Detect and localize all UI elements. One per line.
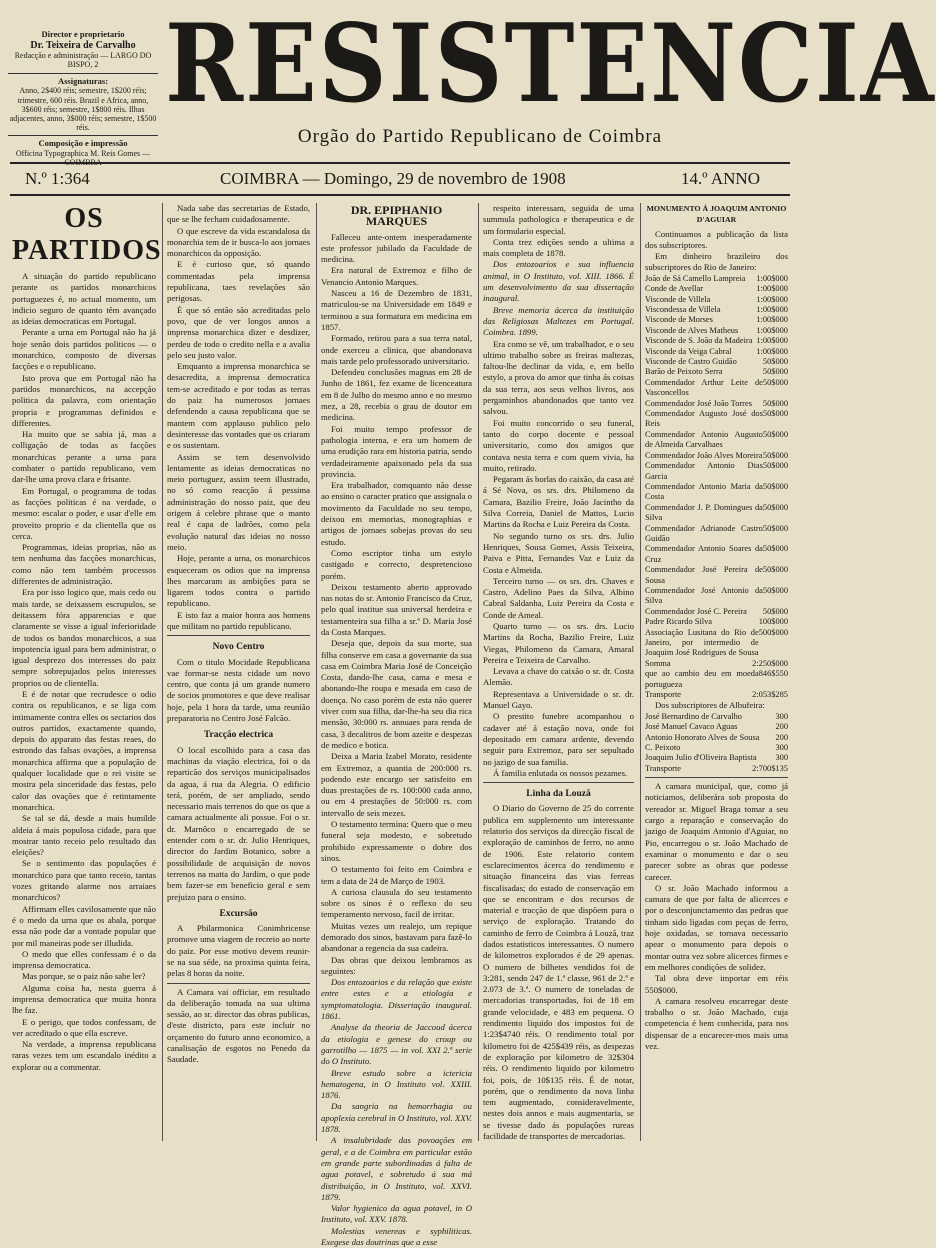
issue-number: N.º 1:364 — [25, 169, 90, 188]
subscriber-value: 50$000 — [762, 461, 788, 471]
list-item — [645, 451, 788, 461]
paragraph: Era por isso logico que, mais cedo ou mais tarde, se deixassem escrupulos, se deitassem fóra apparencias e que claramente se visse a igual inferioridade de todos os bandos monarchicos, a sua impotencia igual para bem administrar, o igual desprezo dos interesses do paiz sempre sobrepujados pelos interesses proprios ou de clientella. — [12, 587, 156, 688]
list-item — [645, 586, 788, 607]
list-item — [645, 274, 788, 284]
subscriber-value: 300 — [775, 742, 788, 752]
subscriber-value: 1:00$000 — [756, 305, 788, 314]
paragraph: E é de notar que recrudesce o odio contra os republicanos, e se liga com intimamente contra elles os sectarios dos outros partidos, exactamente quando, depois do apparato das festas reaes, do estrondo das falsas ovações, a imprensa monarchica affirma que a população de qualquer localidade que o rei visite se mostra pela sinceridade das festas, pelo calor das ovações que é retintamente monarchica. — [12, 688, 156, 812]
subscriber-value: 200 — [775, 722, 788, 732]
subscriber-value: 50$000 — [762, 377, 788, 387]
list-item — [645, 524, 788, 545]
list-item — [645, 722, 788, 732]
divider — [8, 135, 158, 136]
printing-text: Officina Typographica M. Reis Gomes — COIMBRA — [15, 149, 151, 168]
list-item — [645, 712, 788, 722]
paragraph: Ha muito que se sabia já, mas a colligação de todas as facções monarchicas perante a urna para combater o partido republicano, vem dar-lhe uma prova clara e frisante. — [12, 429, 156, 485]
paragraph: O testamento foi feito em Coimbra e tem a data de 24 de Março de 1903. — [321, 864, 472, 886]
list-item — [645, 430, 788, 451]
paragraph: O sr. João Machado informou a camara de que por falta de alicerces e por o desconjunctamento das pedras que tinham sido ligadas com peças de ferro, hoje oxidadas, se tornava necessario apear o monumento para depois o montar outra vez sobre alicerces firmes e em melhores condições de solidez. — [645, 882, 788, 972]
list-item — [645, 357, 788, 367]
subscriber-value: 50$000 — [762, 606, 788, 616]
paragraph: Em dinheiro brazileiro dos subscriptores do Rio de Janeiro: — [645, 251, 788, 273]
subscriber-value: 1:00$000 — [756, 273, 788, 283]
subscriber-name: Visconde de Alves Matheus — [645, 325, 739, 335]
subscriber-value: 500$000 — [758, 627, 788, 637]
list-item — [645, 409, 788, 430]
subscriber-value: 1:00$000 — [756, 325, 788, 335]
column-1 — [8, 203, 160, 1141]
list-item — [645, 378, 788, 399]
paragraph: Se o sentimento das populações é monarchico para que tanto receio, tantas vozes gritando alarme nos arraiaes monarchicos? — [12, 858, 156, 903]
list-item — [645, 733, 788, 743]
list-item — [645, 336, 788, 346]
paragraph: Representava a Universidade o sr. dr. Manuel Gayo. — [483, 688, 634, 711]
paragraph: Com o titulo Mocidade Republicana vae formar-se nesta cidade um novo centro, que conta já um grande numero de socios promotores e que deve realisar hoje, pela 1 hora da tarde, uma reunião preparatoria no Centro José Falcão. — [167, 656, 310, 724]
transport-row — [645, 690, 788, 700]
subscriber-name: Commendador José João Torres — [645, 398, 752, 408]
subscriber-value: 50$000 — [762, 429, 788, 439]
subscriber-name: Commendador José Antonio da Silva — [645, 585, 763, 606]
column-2 — [162, 203, 314, 1141]
list-item — [645, 565, 788, 586]
paragraph: Breve estudo sobre a ictericia hematogena, in O Instituto vol. XXIII. 1876. — [321, 1067, 472, 1101]
dateline — [10, 162, 790, 196]
subscriber-value: 50$000 — [762, 523, 788, 533]
director-name: Dr. Teixeira de Carvalho — [30, 39, 136, 51]
subscriber-name: Visconde de Morses — [645, 315, 713, 325]
column-4 — [478, 203, 638, 1141]
subscriber-value: 50$000 — [762, 398, 788, 408]
paragraph: Se tal se dá, desde a mais humilde aldeia á mais populosa cidade, para que mostrar tanto receio pelo resultado das eleições? — [12, 813, 156, 858]
masthead — [0, 0, 936, 168]
paragraph: Formado, retirou para a sua terra natal, onde exerceu a clinica, que abandonava mais tarde pelo professorado universitario. — [321, 333, 472, 366]
list-item — [645, 284, 788, 294]
paragraph: Dos entozoarios e da relação que existe entre estes e a etiologia e symptomatologia. Dissertação inaugural. 1861. — [321, 977, 472, 1022]
subscriber-name: Commendador Adrianode Castro Guidão — [645, 523, 763, 543]
subscriber-list — [645, 712, 788, 764]
paragraph: Era natural de Extremoz e filho de Venancio Antonio Marques. — [321, 265, 472, 287]
paragraph: A Philarmonica Conimbricense promove uma viagem de recreio ao norte do paiz. Por esse motivo devem reunir-se na sua séde, na proxima quinta feira, pelas 8 horas da noite. — [167, 923, 310, 979]
paragraph: O local escolhido para a casa das machinas da viação electrica, foi o da reparticão dos serviços municipalisados da agua, á rua da Alegria. O edificio terá, porém, de ser ampliado, sendo necessario mais terrenos do que os que a camara actualmente ali possue. Foi o sr. dr. Marnôco o encarregado de se entender com o sr. dr. Julio Henriques, director do Jardim Botanico, sobre a possibilidade de acquisição de novos terrenos na matta do Jardim, o que pode bem fazer-se em beneficio geral e sem prejuizo para o ensino. — [167, 744, 310, 902]
paragraph: Emquanto a imprensa monarchica se desacredita, a imprensa democratica tem-se acreditado e por todas as terras do paiz ha numerosos jornaes defendendo a causa republicana que se mantem com applauso publico pelo desinteresse das vontades que os criaram e os sustentam. — [167, 361, 310, 451]
list-item — [645, 607, 788, 617]
paragraph: Terceiro turno — os srs. drs. Chaves e Castro, Adelino Paes da Silva, Albino Cabral Saldanha, Luiz Pereira da Costa e Conde de Ameal. — [483, 575, 634, 620]
newspaper-subtitle: Orgão do Partido Republicano de Coimbra — [297, 126, 663, 147]
paragraph: Da sangria na hemorrhagia ou apoplexia cerebral in O Instituto, vol. XXV. 1878. — [321, 1101, 472, 1135]
paragraph: Continuamos a publicação da lista dos subscriptores. — [645, 228, 788, 250]
article-headline: OS PARTIDOS — [12, 203, 162, 266]
list-item — [645, 399, 788, 409]
subscriber-name: Barão de Peixoto Serra — [645, 367, 723, 377]
paragraph: A curiosa clausula do seu testamento sobre os sinos é o reflexo do seu temperamento nervoso, facil de irritar. — [321, 886, 472, 920]
masthead-info — [8, 30, 158, 167]
divider — [483, 782, 634, 783]
subscriber-name: Padre Ricardo Silva — [645, 617, 712, 627]
subscriber-value: 200 — [775, 732, 788, 742]
divider — [8, 73, 158, 74]
paragraph: Á familia enlutada os nossos pezames. — [493, 767, 628, 778]
subscriber-name: Commendador Antonio Maria da Costa — [645, 481, 763, 502]
paragraph: Conta trez edições sendo a ultima a mais completa de 1878. — [483, 236, 634, 259]
subscriber-name: Antonio Honorato Alves de Sousa — [645, 732, 760, 742]
paragraph: Hoje, perante a urna, os monarchicos esqueceram os odios que na imprensa lhes marcaram as ambições para se ligarem todos contra o partido republicano. — [167, 553, 310, 609]
paragraph: Affirmam elles cavilosamente que não é o medo da urna que os abala, porque essa não pode dar a vontade popular que por mil maneiras pode ser illudida. — [12, 903, 156, 948]
subscriber-value: 1:00$000 — [756, 315, 788, 325]
subscriber-name: Associação Lusitana do Rio de Janeiro, por intermedio de Joaquim José Rodrigues de Sousa — [645, 627, 759, 658]
paragraph: O testamento termina: Quero que o meu funeral seja modesto, e sobretudo prohibido expressamente o dobre dos sinos. — [321, 819, 472, 863]
section-heading: Tracção electrica — [203, 730, 274, 741]
paragraph: respeito interessam, seguida de uma summula pathologica e therapeutica e de um formulario especial. — [483, 203, 634, 236]
transport-value: 2:700$135 — [752, 763, 788, 773]
subscriptions-text: Anno, 2$400 réis; semestre, 1$200 réis; trimestre, 600 réis. Brazil e Africa, anno, 3$600 réis; semestre, 1$800 réis. Ilhas adjacentes, anno, 3$000 réis; semestre, 1$500 réis. — [9, 86, 157, 133]
subscriber-name: Commendador Antonio Augusto de Almeida Carvalhaes — [645, 429, 763, 450]
exchange-row — [645, 669, 788, 690]
paragraph: Muitas vezes um realejo, um repique demorado dos sinos, bastavam para fazê-lo abandonar a regencia da sua cadeira. — [321, 920, 472, 954]
list-item — [645, 315, 788, 325]
paragraph: É que só então são acreditadas pelo povo, que de ver longos annos a imprensa monarchica dizer e desdizer, perdeu de todo o credito nella e a avalia pelo seu justo valor. — [167, 304, 310, 360]
paragraph: E é curioso que, só quando commentadas pela imprensa republicana, taes revelações são perigosas. — [167, 259, 310, 304]
exchange-value: 846$550 — [758, 669, 788, 679]
subscriber-name: Commendador José C. Pereira — [645, 606, 747, 616]
exchange-label: que ao cambio deu em moeda portugueza — [645, 669, 759, 689]
article-headline: DR. EPIPHANIO MARQUES — [350, 203, 443, 229]
section-heading: Excursão — [219, 908, 258, 919]
issue-date: COIMBRA — Domingo, 29 de novembro de 1908 — [220, 169, 566, 188]
paragraph: A camara municipal, que, como já noticiamos, deliberára sob proposta do vereador sr. Miguel Braga tomar a seu cargo a reparação e conservação do jazigo de Joaquim Antonio d'Aguiar, no Pio, encarregou o sr. João Machado de examinar o monumento e dar o seu parecer sobre as obras que podesse carecer. — [645, 781, 788, 882]
divider — [167, 635, 310, 636]
subscriber-value: 1:00$000 — [756, 294, 788, 304]
paragraph: Quarto turno — os srs. drs. Lucio Martins da Rocha, Bazilio Freire, Luiz Viegas, Philomeno da Camara, Amaral Pereira e Teixeira de Carvalho. — [483, 620, 634, 665]
divider — [167, 983, 310, 984]
subscriber-list — [645, 274, 788, 659]
subscriber-name: Visconde de Villela — [645, 294, 711, 304]
paragraph: Das obras que deixou lembramos as seguintes: — [321, 954, 472, 976]
paragraph: Mas porque, se o paiz não sabe ler? — [22, 971, 146, 982]
paragraph: Dos subscriptores de Albufeira: — [655, 700, 765, 711]
list-item — [645, 628, 788, 659]
paragraph: Perante a urna em Portugal não ha já hoje senão dois partidos politicos — o monarchico, composto de diversas facções e o republicano. — [12, 327, 156, 372]
paragraph: Em Portugal, o programma de todas as facções politicas é na verdade, o mesmo: escalar o poder, e usar d'elle em proveito proprio e da clientella que os cerca. — [12, 485, 156, 541]
column-5 — [640, 203, 792, 1141]
issue-year: 14.º ANNO — [681, 169, 760, 188]
list-item — [645, 743, 788, 753]
subscriber-name: Visconde de Castro Guidão — [645, 357, 737, 367]
paragraph: Foi muito tempo professor de pathologia interna, e era um homem de uma erudição rara em historia patria, sendo verdadeiramente apaixonado pela da sua provincia. — [321, 423, 472, 479]
paragraph: Levava a chave do caixão o sr. dr. Costa Alemão. — [483, 666, 634, 688]
transport-value: 2:053$285 — [752, 690, 788, 700]
list-item — [645, 544, 788, 565]
subscriber-value: 50$000 — [762, 357, 788, 367]
paragraph: Isto prova que em Portugal não ha partidos monarchicos, na accepção politica da palavra, com orientação propria e programmas definidos e differentes. — [12, 372, 156, 428]
paragraph: O medo que elles confessam é o da imprensa democratica. — [12, 948, 156, 971]
subscriber-name: Commendador J. P. Domingues da Silva — [645, 502, 763, 523]
paragraph: Defendeu conclusões magnas em 28 de Junho de 1861, fez exame de licenceatura em 8 de Julho do mesmo anno e no mesmo mez, a 28, recebia o grau de doutor em medicina. — [321, 367, 472, 423]
subscriber-name: Commendador Antonio Dias Garcia — [645, 461, 763, 481]
paragraph: Pegaram ás borlas do caixão, da casa até á Sé Nova, os srs. drs. Philomeno da Camara, Bazilio Freire, João Jacintho da Silva Correia, Daniel de Mattos, Lucio Martins da Rocha e Luiz Pereira da Costa. — [483, 474, 634, 530]
list-item — [645, 295, 788, 305]
paragraph: Molestias venereas e syphiliticas. Exegese das doutrinas que a esse — [321, 1225, 472, 1248]
paragraph: No segundo turno os srs. drs. Julio Henriques, Sousa Gomes, Assis Teixeira, Paiva e Pitta, Fernandes Vaz e Luiz da Costa e Almeida. — [483, 530, 634, 575]
list-item — [645, 503, 788, 524]
paragraph: Nada sabe das secretarias de Estado, que se lhe fecham cuidadosamente. — [167, 203, 310, 225]
subscriber-name: Commendador João Alves Moreira — [645, 450, 763, 460]
paragraph: Deixou testamento aberto approvado nas notas do sr. Antonio Francisco da Cruz, pelo qual institue sua universal herdeira e testamenteira sua filha a sr.ª D. Maria José da Costa Marques. — [321, 581, 472, 637]
subscriber-value: 50$000 — [762, 481, 788, 491]
subscriber-name: Visconde da Veiga Cabral — [645, 346, 732, 356]
list-item — [645, 617, 788, 627]
paragraph: Era como se vê, um trabalhador, e o seu ultimo trabalho sobre as freiras maltezas, faltou-lhe declinar da vida, e, em bello estylo, a prova do amor que tinha ás coisas da sua terra, aos seus velhos livros, aos pergaminhos abandonados que tanto vez salvou. — [483, 338, 634, 417]
paragraph: Deixa a Maria Izabel Morato, residente em Extremoz, a quantia de 200:000 rs. podendo este encargo ser satisfeito em duas prestações de rs. 100:000 cada anno, ou em 4 prestações de 50:000 rs. com intervallo de seis mezes. — [321, 751, 472, 818]
paragraph: Breve memoria ácerca da instituição das Religiosas Maltezes em Portugal. Coimbra. 1899. — [483, 304, 634, 338]
subscriber-name: João de Sá Camello Lampreia — [645, 273, 746, 283]
paragraph: O Diario do Governo de 25 do corrente publica em supplemento um interessante relatorio dos serviços da direcção fiscal de exploração de caminhos de ferro, no anno de 1906. Este relatorio contem esclarecimentos ácerca do rendimento e situação financeira das vias ferreas fiscalisadas; do estado de conservação em que se encontram e dos recursos de material e tracção de que dispõem para o serviço de exploração. Tratando do caminho de ferro de Coimbra á Louzã, traz dados estatisticos interessantes. O numero de kilometros explorados é de 29 apenas. O numero de bilhetes vendidos foi de 3:281, sendo 247 de 1.ª classe, 961 de 2.ª e 2.073 de 3.ª. O numero de toneladas de mercadorias transportadas, foi de 18 em grande velocidade, e 483 em pequena. O rendimento liquido dos impostos foi de 1:23$4740 réis. O rendimento total por kilometro foi de 425$439 réis, as despezas de exploração por kilometro de 32$304 réis. O rendimento liquido por kilometro foi, pois, de 10$135 réis. É de notar, porém, que o rendimento da nova linha tem augmentado, consideravelmente, nestes dois annos e mais augmentaria, se se tivesse dado ás populações rureas facilidade de transportes de mercadorias. — [483, 803, 634, 1142]
paragraph: Na verdade, a imprensa republicana raras vezes tem um escandalo inédito a explorar ou a commentar. — [12, 1039, 156, 1072]
subscriber-name: C. Peixoto — [645, 742, 681, 752]
sum-label: Somma — [645, 658, 671, 668]
subscriber-value: 50$000 — [762, 544, 788, 554]
subscriber-name: Commendador Antonio Soares da Cruz — [645, 544, 763, 564]
paragraph: Foi muito concorrido o seu funeral, tanto do corpo docente e pessoal universitario, como dos amigos que contava nesta terra e com quem vivia, ha muito, retirado. — [483, 417, 634, 473]
paragraph: A insalubridade das povoações em geral, e a de Coimbra em particular estão em grande parte subordinadas á falta de agua potavel, e sobretudo á sua má distribuição, in O Instituto, vol. XXVI. 1879. — [321, 1135, 472, 1202]
director-label: Director e proprietario — [41, 29, 125, 39]
list-item — [645, 326, 788, 336]
subscriber-name: Viscondessa de Villela — [645, 305, 721, 314]
paragraph: Dos entozoarios e sua influencia animal, in O Instituto, vol. XIII. 1866. É um desenvolvimento da sua dissertação inaugural. — [483, 259, 634, 304]
paragraph: Assim se tem desenvolvido lentamente as ideias democraticas no meio portuguez, assim teem illustrado, no só como reacção á pessima administração do nosso paiz, que deu origem á celebre phrase que o manto real é capa de ladrões, como pela evolução natural das ideias no nosso meio. — [167, 451, 310, 552]
transport-row — [645, 764, 788, 774]
list-item — [645, 367, 788, 377]
subscriber-value: 300 — [775, 711, 788, 721]
subscriber-value: 1:00$000 — [756, 346, 788, 356]
transport-label: Transporte — [645, 763, 681, 773]
subscriber-value: 50$000 — [762, 450, 788, 460]
subscriber-value: 1:00$000 — [756, 336, 788, 346]
subscriber-value: 50$000 — [762, 565, 788, 575]
paragraph: E isto faz a maior honra aos homens que militam no partido republicano. — [167, 609, 310, 631]
subscriber-name: Visconde de S. João da Madeira — [645, 336, 753, 346]
subscriber-name: José Manuel Cavaco Aguas — [645, 722, 738, 732]
subscriber-name: Commendador Arthur Leite de Vasconcellos — [645, 377, 763, 398]
paragraph: Alguma coisa ha, nesta guerra á imprensa democratica que muita honra lhe faz. — [12, 982, 156, 1016]
list-item — [645, 305, 788, 315]
subscriber-name: Commendador Augusto José dos Reis — [645, 409, 763, 429]
paragraph: Deseja que, depois da sua morte, sua filha conserve em casa a governante da sua casa em Coimbra Maria José de Conceição Costa, dando-lhe casa, cama e mesa e abonando-lhe roupa e mesada em caso de doença. No caso porém de esta não querer viver com sua filha, dar-lhe-ha seu dia rica mensão, 30:000 rs. annuaes para renda de casa, 3 decalitros de bom azeite e despezas de medico e botica. — [321, 638, 472, 750]
list-item — [645, 461, 788, 482]
paragraph: Como escriptor tinha um estylo castigado e correcto, despretencioso porém. — [321, 547, 472, 581]
redaction-address: Redacção e administração — LARGO DO BISPO, 2 — [14, 51, 152, 70]
paragraph: Nasceu a 16 de Dezembro de 1831, matriculou-se na Universidade em 1849 e terminou a sua formatura em medicina em 1857. — [321, 288, 472, 332]
subscriber-name: Conde de Avellar — [645, 284, 703, 294]
paragraph: A situação do partido republicano perante os partidos monarchicos portuguezes é, no actual momento, um indicio seguro de quanto têm avançado as ideias democraticas em Portugal. — [12, 271, 156, 327]
paragraph: Valor hygienico da agua potavel, in O Instituto, vol. XXV. 1878. — [321, 1203, 472, 1225]
printing-label: Composição e impressão — [38, 138, 128, 149]
paragraph: Tal obra deve importar em réis 550$000. — [645, 973, 788, 995]
newspaper-title: RESISTENCIA — [165, 0, 936, 128]
list-item — [645, 482, 788, 503]
paragraph: A camara resolveu encarregar deste trabalho o sr. João Machado, cuja competencia é bem conhecida, para nos dispensar de a encarecer-mos mais uma vez. — [645, 995, 788, 1051]
subscriber-value: 50$000 — [762, 409, 788, 419]
subscriber-value: 50$000 — [762, 585, 788, 595]
divider — [645, 777, 788, 778]
column-3 — [316, 203, 476, 1248]
section-heading: Novo Centro — [212, 642, 265, 653]
paragraph: O que escreve da vida escandalosa da monarchia tem de ir busca-lo aos jornaes monarchicos da opposição. — [167, 225, 310, 259]
subscriptions-label: Assignaturas: — [57, 75, 109, 86]
subscriber-name: José Bernardino de Carvalho — [645, 711, 742, 721]
section-heading: MONUMENTO Á JOAQUIM ANTONIO D'AGUIAR — [646, 204, 787, 225]
subscriber-value: 1:00$000 — [756, 284, 788, 294]
paragraph: Analyse da theoria de Jaccoud ácerca da etiologia e genese do croup ou garrotilho — 1875 — in vol. XXI 2.ª serie do O Instituto. — [321, 1022, 472, 1067]
transport-label: Transporte — [645, 690, 681, 700]
paragraph: E o perigo, que todos confessam, de ver acreditado o que ella escreve. — [12, 1016, 156, 1038]
subscriber-name: Joaquim Julio d'Oliveira Baptista — [645, 753, 757, 763]
paragraph: A Camara vai officiar, em resultado da deliberação tomada na sua ultima sessão, ao sr. director das obras publicas, d'este districto, para este incluir no orçamento do futuro anno economico, a canalisação de esgotos no Penedo da Saudade. — [167, 986, 310, 1065]
subscriber-name: Commendador José Pereira de Sousa — [645, 565, 763, 585]
sum-row — [645, 659, 788, 669]
list-item — [645, 347, 788, 357]
subscriber-value: 100$000 — [758, 617, 788, 627]
subscriber-value: 50$000 — [762, 367, 788, 377]
section-heading: Linha da Louzã — [526, 789, 591, 800]
subscriber-value: 50$000 — [762, 502, 788, 512]
paragraph: Falleceu ante-ontem inesperadamente este professor jubilado da Faculdade de medicina. — [321, 231, 472, 265]
subscriber-value: 300 — [775, 753, 788, 763]
paragraph: Programmas, ideias proprias, não as tem nenhuma das facções monarchicas, como não tem também processos differentes de administração. — [12, 542, 156, 587]
list-item — [645, 753, 788, 763]
sum-value: 2:250$000 — [752, 658, 788, 668]
paragraph: Era trabalhador, comquanto não desse ao ensino o caracter pratico que assignala o movimento da Faculdade no seu tempo, deixou em memorias, monographias e artigos de jornaes sobejas provas do seu estudo. — [321, 480, 472, 547]
paragraph: O prestito funebre acompanhou o cadaver até á estação nova, onde foi depositado em camara ardente, devendo seguir para Extremoz, para ser sepultado no jazigo de sua familia. — [483, 711, 634, 767]
